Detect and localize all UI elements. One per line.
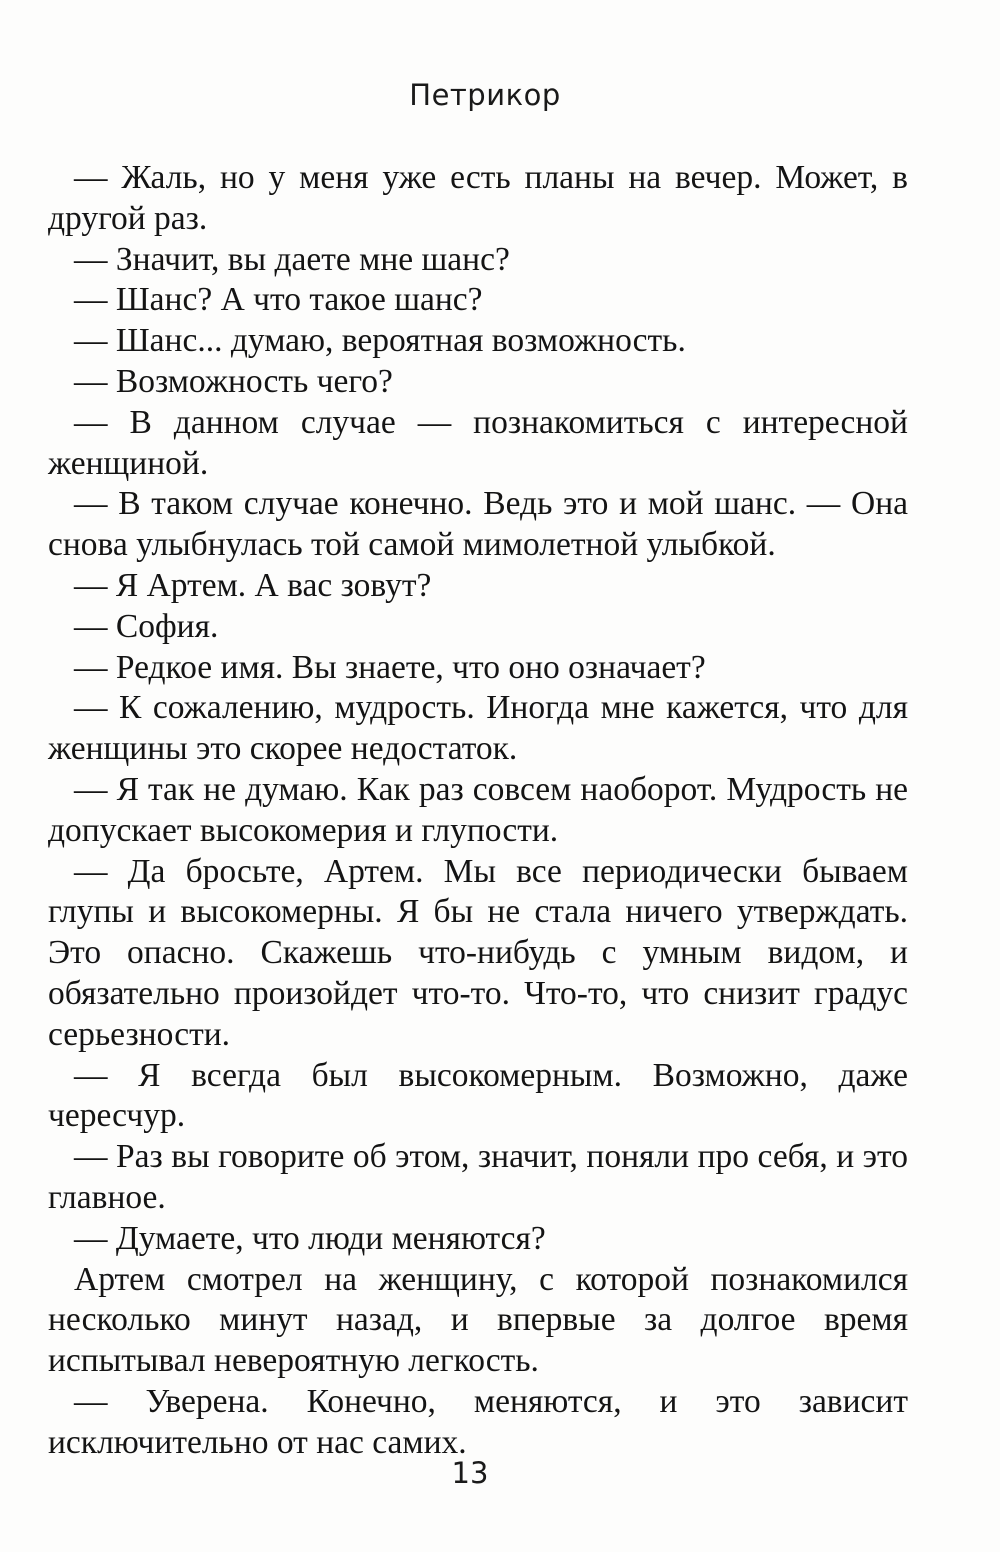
paragraph-10: — Редкое имя. Вы знаете, что оно означает? — [74, 648, 706, 686]
paragraph-7: — В таком случае конечно. Ведь это и мой шанс. — Она снова улыбнулась той самой мимолетной улыбкой. — [48, 485, 908, 564]
paragraph-14: — Я всегда был высокомерным. Возможно, даже чересчур. — [48, 1056, 908, 1135]
page-number: 13 — [451, 1456, 489, 1490]
paragraph-18: — Уверена. Конечно, меняются, и это зависит исключительно от нас самих. — [48, 1382, 908, 1461]
paragraph-1: — Жаль, но у меня уже есть планы на вечер. Может, в другой раз. — [48, 159, 908, 237]
paragraph-15: — Раз вы говорите об этом, значит, поняли про себя, и это главное. — [48, 1138, 908, 1216]
paragraph-2: — Значит, вы даете мне шанс? — [74, 240, 510, 278]
paragraph-16: — Думаете, что люди меняются? — [74, 1219, 546, 1257]
running-title: Петрикор — [409, 78, 561, 112]
paragraph-17: Артем смотрел на женщину, с которой познакомился несколько минут назад, и впервые за долгое время испытывал невероятную легкость. — [48, 1260, 908, 1380]
paragraph-11: — К сожалению, мудрость. Иногда мне кажется, что для женщины это скорее недостаток. — [48, 689, 908, 768]
paragraph-6: — В данном случае — познакомиться с интересной женщиной. — [48, 403, 908, 482]
paragraph-13: — Да бросьте, Артем. Мы все периодически бываем глупы и высокомерны. Я бы не стала ничего утверждать. Это опасно. Скажешь что-нибудь с умным видом, и обязательно произойдет что-то. Что-то, что снизит градус серьезности. — [48, 852, 908, 1053]
paragraph-8: — Я Артем. А вас зовут? — [74, 566, 432, 604]
paragraph-12: — Я так не думаю. Как раз совсем наоборот. Мудрость не допускает высокомерия и глупости. — [48, 770, 908, 849]
paragraph-9: — София. — [74, 607, 219, 645]
page-body — [48, 158, 908, 1464]
paragraph-3: — Шанс? А что такое шанс? — [74, 281, 483, 319]
paragraph-4: — Шанс... думаю, вероятная возможность. — [74, 322, 686, 360]
paragraph-5: — Возможность чего? — [74, 362, 393, 400]
